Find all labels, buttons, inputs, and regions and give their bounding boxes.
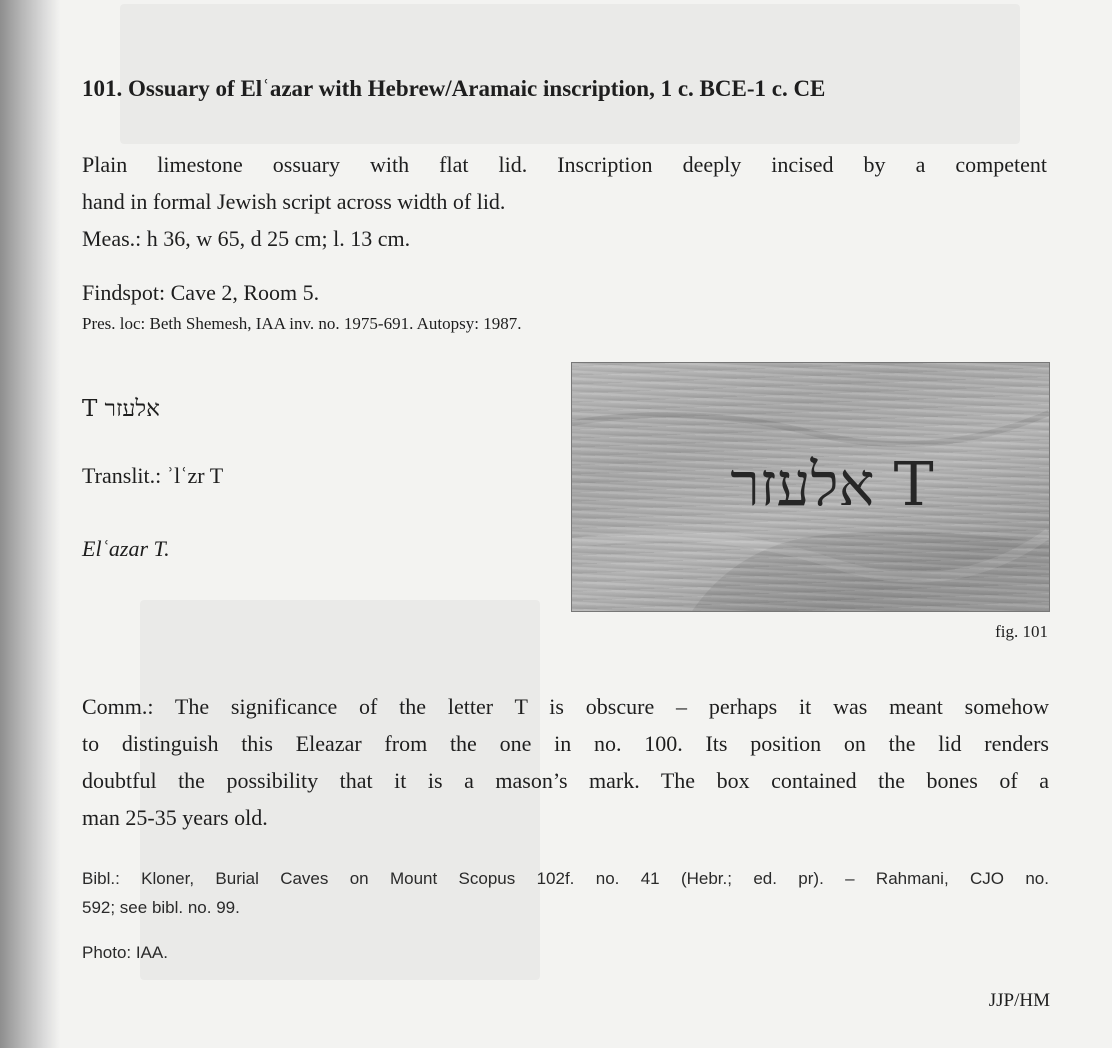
- binding-shadow: [0, 0, 60, 1048]
- description-line: hand in formal Jewish script across width of lid.: [82, 189, 506, 214]
- bibliography-line: Bibl.: Kloner, Burial Caves on Mount Scopus 102f. no. 41 (Hebr.; ed. pr). – Rahmani, CJO no.: [82, 869, 1049, 888]
- incised-inscription: אלעזר T: [730, 450, 934, 520]
- figure-caption: fig. 101: [995, 622, 1048, 641]
- catalog-page: [82, 0, 1050, 1048]
- commentary-line: man 25-35 years old.: [82, 805, 268, 830]
- bibliography-line: 592; see bibl. no. 99.: [82, 898, 240, 917]
- findspot: Findspot: Cave 2, Room 5.: [82, 280, 320, 305]
- entry-title: 101. Ossuary of Elʿazar with Hebrew/Aramaic inscription, 1 c. BCE-1 c. CE: [82, 76, 826, 101]
- hebrew-text: אלעזר T: [82, 396, 160, 422]
- transliteration: Translit.: ʾlʿzr T: [82, 463, 224, 488]
- commentary-line: Comm.: The significance of the letter T is obscure – perhaps it was meant somehow: [82, 694, 1049, 719]
- photo-texture: [572, 363, 1049, 611]
- commentary: [82, 688, 1049, 836]
- present-location: Pres. loc: Beth Shemesh, IAA inv. no. 1975-691. Autopsy: 1987.: [82, 314, 522, 333]
- commentary-line: doubtful the possibility that it is a mason’s mark. The box contained the bones of a: [82, 768, 1049, 793]
- translation: Elʿazar T.: [82, 536, 170, 561]
- commentary-line: to distinguish this Eleazar from the one in no. 100. Its position on the lid renders: [82, 731, 1049, 756]
- inscription-photo: [571, 362, 1050, 612]
- authors: JJP/HM: [988, 990, 1050, 1011]
- entry-description: [82, 146, 1047, 257]
- photo-credit: Photo: IAA.: [82, 943, 168, 962]
- measurements: Meas.: h 36, w 65, d 25 cm; l. 13 cm.: [82, 226, 411, 251]
- description-line: Plain limestone ossuary with flat lid. Inscription deeply incised by a competent: [82, 152, 1047, 177]
- bibliography: [82, 864, 1049, 922]
